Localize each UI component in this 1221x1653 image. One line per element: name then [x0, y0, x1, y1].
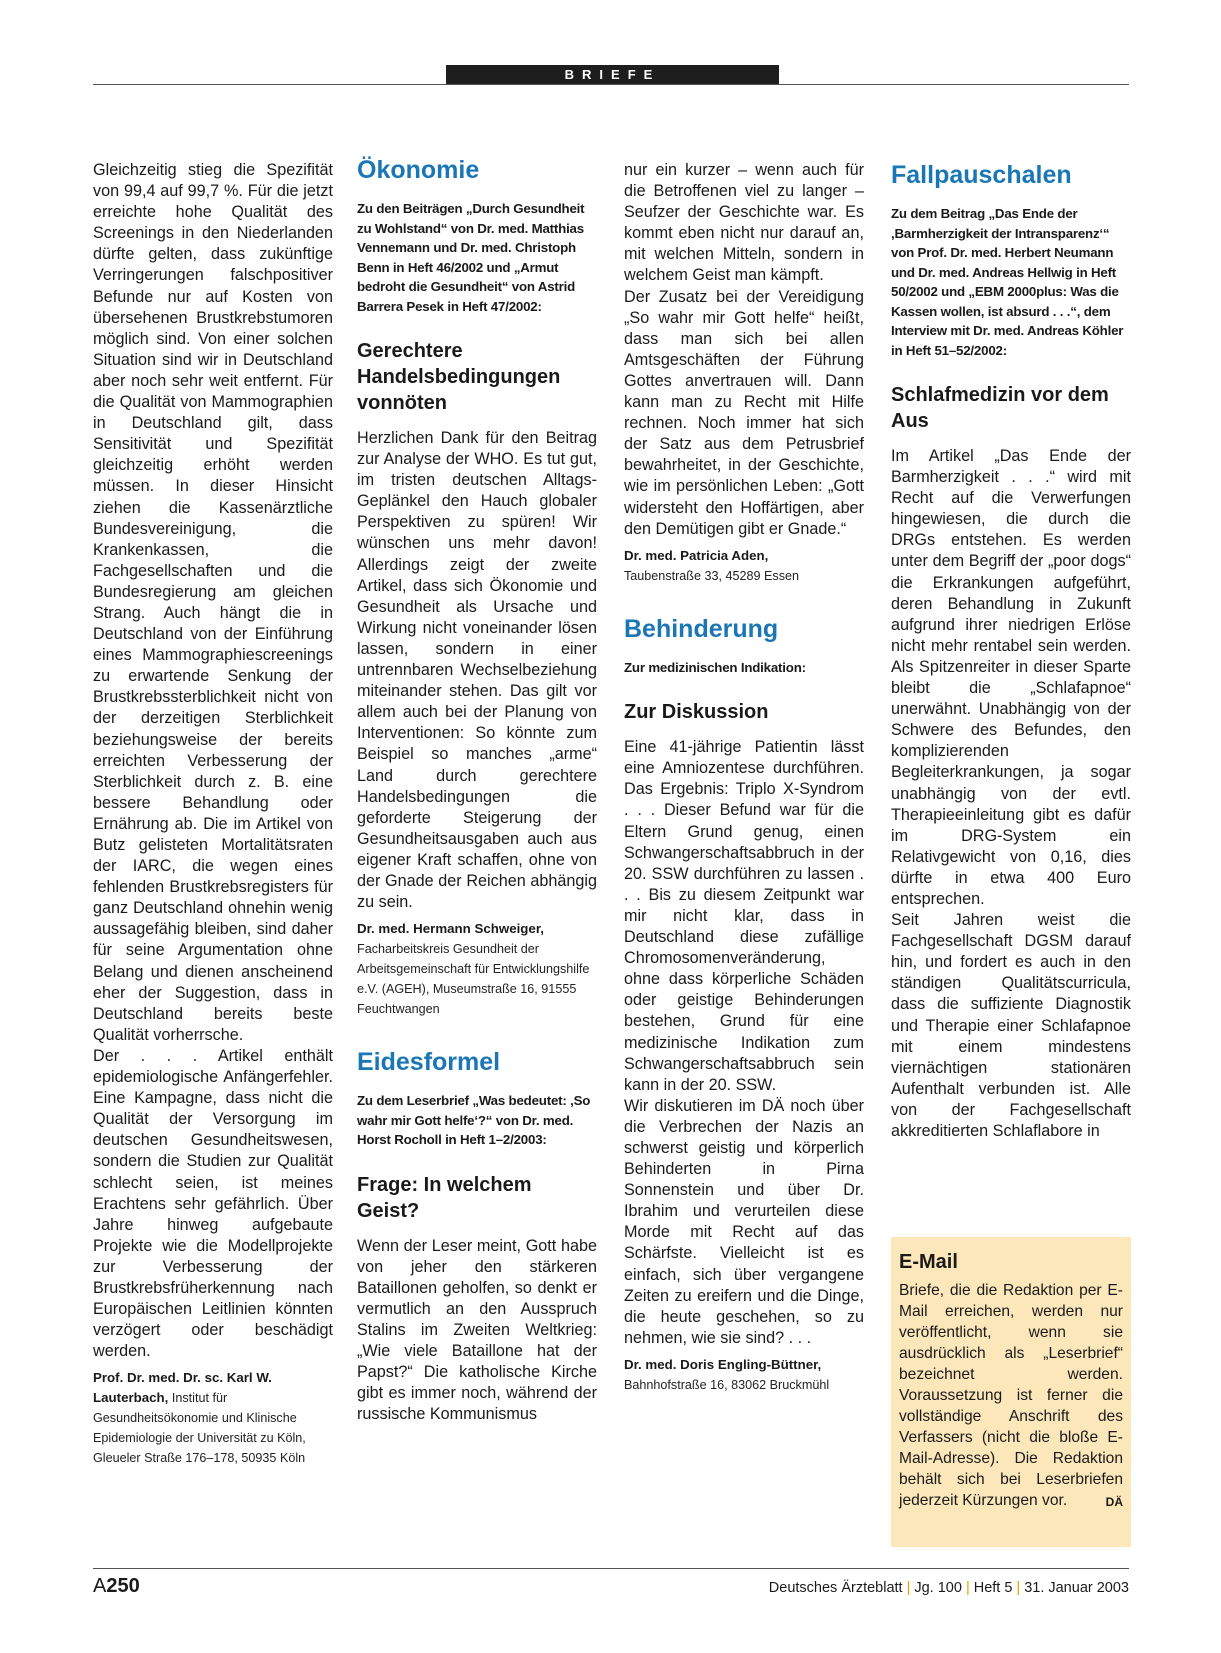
author-aden-name: Dr. med. Patricia Aden, [624, 547, 769, 563]
email-box-body: Briefe, die die Redaktion per E-Mail erreichen, werden nur veröffentlicht, wenn sie ausdrücklich als „Leserbrief“ bezeichnet werden. Voraussetzung ist ferner die vollständige Anschrift des Verfassers (nicht die bloße E-Mail-Adresse). Die Redaktion behält sich bei Leserbriefen jederzeit Kürzungen vor. [899, 1282, 1123, 1509]
heading-behinderung: Behinderung [624, 614, 779, 643]
letter-engling-text: Eine 41-jährige Patientin lässt eine Amniozentese durchführen. Das Ergebnis: Triplo X-Syndrom . . . Dieser Befund war für die Eltern Grund genug, einen Schwangerschaftsabbruch in der 20. SSW durchführen zu lassen . . . Bis zu diesem Zeitpunkt war mir nicht klar, dass in Deutschland diese zufällige Chromosomenveränderung, ohne dass körperliche Schäden oder geistige Behinderungen bestehen, Grund für eine medizinische Indikation zum Schwangerschaftsabbruch sein kann in der 20. SSW. [624, 738, 864, 1094]
subhead-frage-geist: Frage: In welchem Geist? [357, 1173, 532, 1222]
page-number-value: 250 [106, 1575, 140, 1597]
separator-2: | [965, 1580, 970, 1596]
page-number-prefix: A [93, 1575, 107, 1597]
ref-behinderung: Zur medizinischen Indikation: [624, 659, 806, 675]
journal-name: Deutsches Ärzteblatt [768, 1580, 903, 1596]
journal-issue: Heft 5 [973, 1580, 1013, 1596]
footer-rule [93, 1568, 1129, 1569]
letter-aden-text-2: Der Zusatz bei der Vereidigung „So wahr mir Gott helfe“ heißt, dass man sich bei allen Amtsgeschäften der Führung Gottes anvertrauen will. Dann kann man zu Recht mit Hilfe rechnen. Noch immer hat sich der Satz aus dem Petrusbrief bewahrheitet, in der Geschichte, wie im persönlichen Leben: „Gott widersteht den Hoffärtigen, aber den Demütigen gibt er Gnade.“ [624, 287, 864, 538]
ref-fallpauschalen: Zu dem Beitrag „Das Ende der ,Barmherzigkeit der Intransparenz‘“ von Prof. Dr. med. Herbert Neumann und Dr. med. Andreas Hellwig in Heft 50/2002 und „EBM 2000plus: Was die Kassen wollen, ist absurd . . .“, dem Interview mit Dr. med. Andreas Köhler in Heft 51–52/2002: [891, 206, 1124, 358]
email-box-text [899, 1280, 1123, 1511]
letter-engling-text-2: Wir diskutieren im DÄ noch über die Verbrechen der Nazis an schwerst geistig und körperlich Behinderten in Pirna Sonnenstein und über Dr. Ibrahim und verurteilen diese Morde mit Recht auf das Schärfste. Vielleicht ist es einfach, sich über vergangene Zeiten zu ereifern und die Dinge, die heute geschehen, so zu nehmen, wie sie sind? . . . [624, 1096, 864, 1347]
separator-3: | [1016, 1580, 1021, 1596]
letter-aden-text-cont: nur ein kurzer – wenn auch für die Betroffenen viel zu langer – Seufzer der Geschichte war. Es kommt eben nicht nur darauf an, mit welchen Mitteln, sondern in welchem Geist man kämpft. [624, 161, 864, 285]
ref-oekonomie: Zu den Beiträgen „Durch Gesundheit zu Wohlstand“ von Dr. med. Matthias Vennemann und Dr. med. Christoph Benn in Heft 46/2002 und „Armut bedroht die Gesundheit“ von Astrid Barrera Pesek in Heft 47/2002: [357, 201, 585, 314]
column-3 [624, 160, 864, 1395]
header-rule [93, 84, 1129, 85]
author-aden-address: Taubenstraße 33, 45289 Essen [624, 568, 800, 583]
subhead-schlafmedizin: Schlafmedizin vor dem Aus [891, 384, 1109, 432]
email-box-signature: DÄ [1105, 1495, 1123, 1509]
author-schweiger-name: Dr. med. Hermann Schweiger, [357, 921, 544, 937]
letter-schweiger-text: Herzlichen Dank für den Beitrag zur Analyse der WHO. Es tut gut, im tristen deutschen Alltags-Geplänkel den Hauch globaler Perspektiven zu spüren! Wir wünschen uns mehr davon! Allerdings zeigt der zweite Artikel, dass sich Ökonomie und Gesundheit als Ursache und Wirkung nicht voneinander lösen lassen, sondern in einer untrennbaren Wechselbeziehung miteinander stehen. Das gilt vor allem auch bei der Planung von Interventionen: So könnte zum Beispiel so manches „arme“ Land durch gerechtere Handelsbedingungen die geforderte Steigerung der Gesundheitsausgaben auch aus eigener Kraft schaffen, ohne von der Gnade der Reichen abhängig zu sein. [357, 429, 597, 912]
subhead-diskussion: Zur Diskussion [624, 701, 769, 724]
author-schweiger-address: Facharbeitskreis Gesundheit der Arbeitsgemeinschaft für Entwicklungshilfe e.V. (AGEH), Museumstraße 16, 91555 Feuchtwangen [357, 942, 590, 1017]
column-1 [93, 160, 333, 1468]
author-engling-address: Bahnhofstraße 16, 83062 Bruckmühl [624, 1377, 830, 1392]
journal-date: 31. Januar 2003 [1024, 1580, 1129, 1596]
letter-schlafmedizin-text-2: Seit Jahren weist die Fachgesellschaft DGSM darauf hin, und fordert es auch in den ständigen Qualitätscurricula, dass die suffiziente Diagnostik und Therapie einer Schlafapnoe mit einem mindestens viernächtigen stationären Aufenthalt verbunden ist. Alle von der Fachgesellschaft akkreditierten Schlaflabore in [891, 911, 1131, 1140]
email-box-title: E-Mail [899, 1251, 958, 1273]
ref-eidesformel: Zu dem Leserbrief „Was bedeutet: ,So wahr mir Gott helfe‘?“ von Dr. med. Horst Rocholl in Heft 1–2/2003: [357, 1093, 591, 1148]
letter-lauterbach-text: Gleichzeitig stieg die Spezifität von 99,4 auf 99,7 %. Für die jetzt erreichte hohe Qualität des Screenings in den Niederlanden dürfte gelten, dass zukünftige Verringerungen falschpositiver Befunde nur auf Kosten von übersehenen Brustkrebstumoren möglich sind. Von einer solchen Situation sind wir in Deutschland aber noch sehr weit entfernt. Für die Qualität von Mammographien in Deutschland gilt, dass Sensitivität und Spezifität gleichzeitig erhöht werden müssen. In dieser Hinsicht ziehen die Kassenärztliche Bundesvereinigung, die Krankenkassen, die Fachgesellschaften und die Bundesregierung am gleichen Strang. Auch hängt die in Deutschland von der Einführung eines Mammographiescreenings zu erwartende Senkung der Brustkrebssterblichkeit nicht von der derzeitigen Sterblichkeit beziehungsweise der bereits erreichten Verbesserung der Sterblichkeit durch z. B. eine bessere Behandlung oder Ernährung ab. Die im Artikel von Butz gelisteten Mortalitätsraten der IARC, die wegen eines fehlenden Brustkrebsregisters für ganz Deutschland ohnehin wenig aussagefähig bleiben, sind daher für seine Argumentation ohne Belang und dienen anscheinend eher der Suggestion, dass in Deutschland bereits beste Qualität vorherrsche. [93, 161, 333, 1044]
heading-oekonomie: Ökonomie [357, 156, 480, 184]
column-4 [891, 160, 1131, 1142]
separator-1: | [906, 1580, 911, 1596]
letter-lauterbach-text-2: Der . . . Artikel enthält epidemiologische Anfängerfehler. Eine Kampagne, dass nicht die Qualität der Versorgung im deutschen Gesundheitswesen, sondern die Studien zur Qualität schlecht seien, ist meines Erachtens sehr gefährlich. Über Jahre hinweg aufgebaute Projekte wie die Modellprojekte zur Verbesserung der Brustkrebsfrüherkennung nach Europäischen Leitlinien könnten verzögert oder beschädigt werden. [93, 1046, 333, 1361]
subhead-handelsbedingungen: Gerechtere Handelsbedingungen vonnöten [357, 340, 561, 414]
column-2 [357, 155, 597, 1426]
journal-info [769, 1580, 1129, 1596]
author-lauterbach [93, 1368, 333, 1468]
author-engling-name: Dr. med. Doris Engling-Büttner, [624, 1356, 822, 1372]
heading-eidesformel: Eidesformel [357, 1048, 501, 1077]
page-number [93, 1575, 140, 1598]
section-label: BRIEFE [446, 65, 779, 85]
author-lauterbach-name: Prof. Dr. med. Dr. sc. Karl W. Lauterbach, [93, 1370, 272, 1406]
letter-aden-text-start: Wenn der Leser meint, Gott habe von jeher den stärkeren Bataillonen geholfen, so denkt er vermutlich an den Ausspruch Stalins im Zweiten Weltkrieg: „Wie viele Bataillone hat der Papst?“ Die katholische Kirche gibt es immer noch, während der russische Kommunismus [357, 1236, 597, 1424]
email-info-box [891, 1237, 1131, 1547]
heading-fallpauschalen: Fallpauschalen [891, 161, 1072, 189]
author-lauterbach-address: Institut für Gesundheitsökonomie und Klinische Epidemiologie der Universität zu Köln, Gleueler Straße 176–178, 50935 Köln [93, 1391, 306, 1466]
letter-schlafmedizin-text: Im Artikel „Das Ende der Barmherzigkeit . . .“ wird mit Recht auf die Verwerfungen hingewiesen, die durch die DRGs entstehen. Es werden unter dem Begriff der „poor dogs“ die Erkrankungen aufgeführt, deren Behandlung in Zukunft aufgrund ihrer niedrigen Erlöse nicht mehr rentabel sein werden. Als Spitzenreiter in dieser Sparte bleibt die „Schlafapnoe“ unerwähnt. Unabhängig von der Schwere des Befundes, den komplizierenden Begleiterkrankungen, ja sogar unabhängig von der evtl. Therapieeinleitung gibt es dafür im DRG-System ein Relativgewicht von 0,16, dies dürfte in etwa 400 Euro entsprechen. [891, 447, 1131, 908]
journal-volume: Jg. 100 [914, 1580, 962, 1596]
